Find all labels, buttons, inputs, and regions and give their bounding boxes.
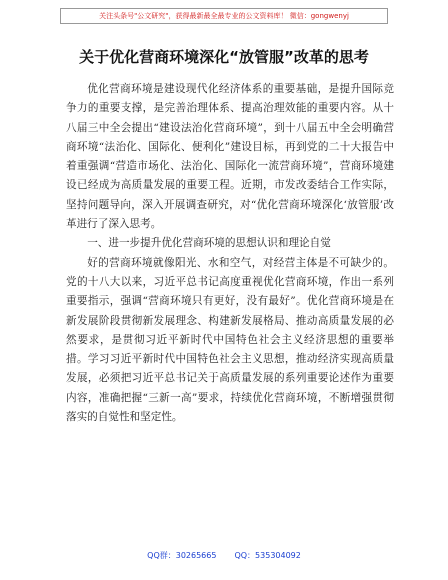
paragraph-section-one: 好的营商环境就像阳光、水和空气，对经营主体是不可缺少的。党的十八大以来，习近平总书记高度重视优化营商环境，作出一系列重要指示，强调“营商环境只有更好，没有最好”。优化营商环境是在新发展阶段贯彻新发展理念、构建新发展格局、推动高质量发展的必然要求，是贯彻习近平新时代中国特色社会主义经济思想的重要举措。学习习近平新时代中国特色社会主义思想，推动经济实现高质量发展，必须把习近平总书记关于高质量发展的系列重要论述作为重要内容，准确把握“三新一高”要求，持续优化营商环境，不断增强贯彻落实的自觉性和坚定性。 [66, 256, 394, 424]
footer-contact [0, 550, 448, 562]
paragraph-intro: 优化营商环境是建设现代化经济体系的重要基础，是提升国际竞争力的重要支撑，是完善治理体系、提高治理效能的重要内容。从十八届三中全会提出“建设法治化营商环境”，到十八届五中全会明确营商环境“法治化、国际化、便利化”建设目标，再到党的二十大报告中着重强调“营造市场化、法治化、国际化一流营商环境”，营商环境建设已经成为高质量发展的重要工程。近期，市发改委结合工作实际，坚持问题导向，深入开展调查研究，对“优化营商环境深化‘放管服’改革进行了深入思考。 [66, 83, 394, 231]
header-banner: 关注头条号"公文研究"，获得最新最全最专业的公文资料库！ 微信：gongwenyj [60, 8, 388, 24]
footer-qq: QQ：535304092 [234, 551, 301, 560]
document-body [66, 80, 394, 427]
document-title: 关于优化营商环境深化“放管服”改革的思考 [79, 48, 369, 66]
section-heading: 一、进一步提升优化营商环境的思想认识和理论自觉 [87, 237, 331, 250]
footer-qq-group: QQ群：30265665 [147, 551, 217, 560]
